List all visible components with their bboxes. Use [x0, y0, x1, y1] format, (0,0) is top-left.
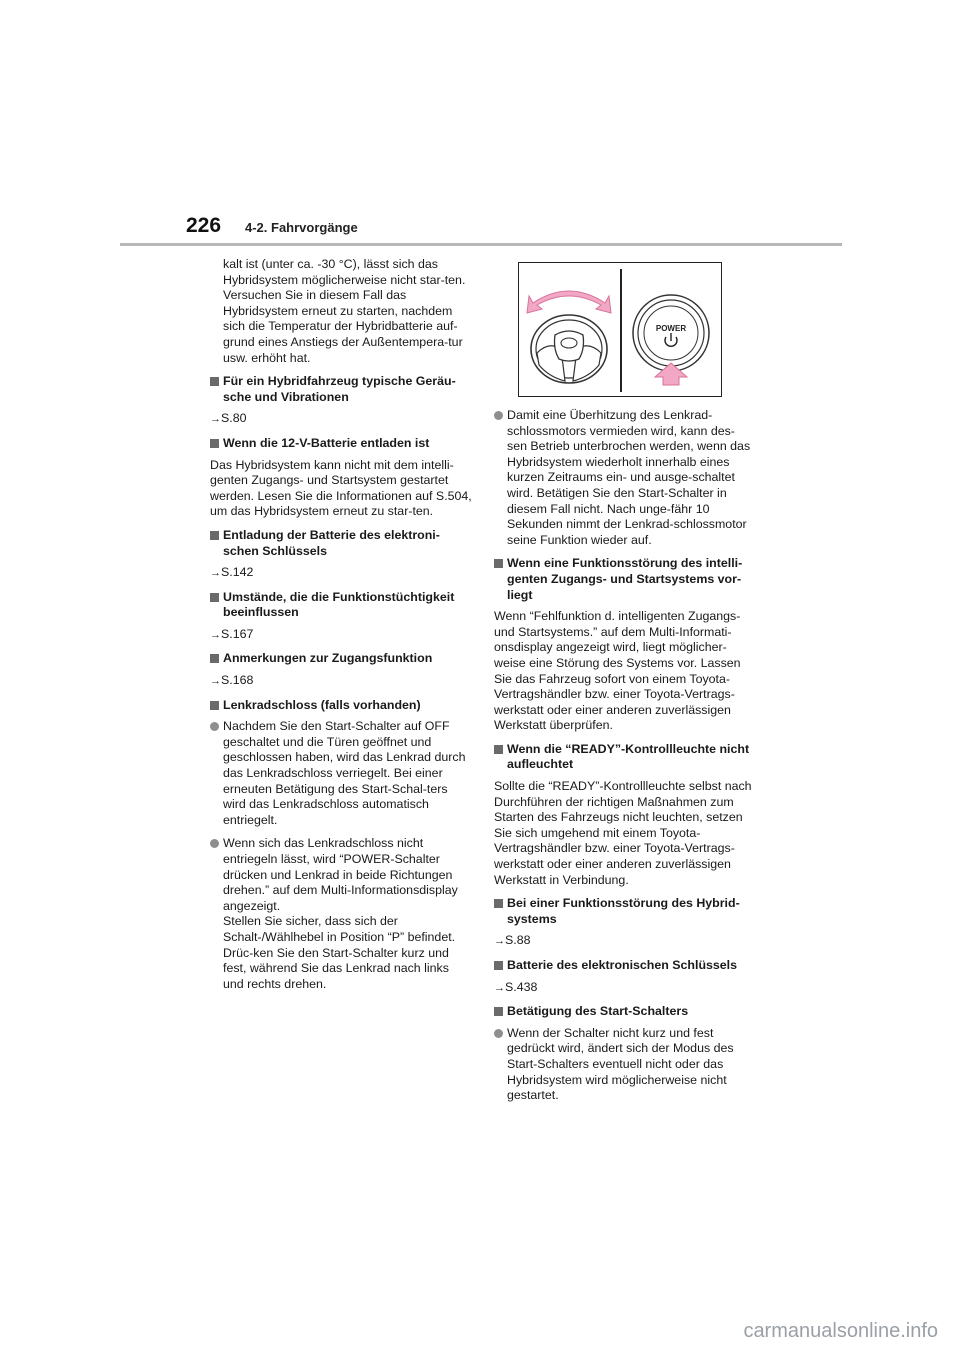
- arrow-right-icon: →: [210, 567, 221, 580]
- header-divider: [120, 243, 842, 246]
- heading-ready-indicator: [494, 742, 754, 773]
- left-column: [210, 257, 472, 1000]
- paragraph: Wenn “Fehlfunktion d. intelligenten Zugangs- und Startsystems.” auf dem Multi-Informati-onsdisplay angezeigt wird, liegt möglicher-weise eine Störung des Systems vor. Lassen Sie das Fahrzeug sofort von einem Toyota-Vertragshändler bzw. einer Toyota-Vertrags-werkstatt oder einer anderen zuverlässigen Werkstatt überprüfen.: [494, 609, 741, 733]
- circle-bullet-icon: [494, 1029, 503, 1038]
- intro-paragraph: kalt ist (unter ca. -30 °C), lässt sich das Hybridsystem möglicherweise nicht star-ten. Versuchen Sie in diesem Fall das Hybridsystem erneut zu starten, nachdem sich die Temperatur der Hybridbatterie auf-grund eines Anstiegs der Außentempera-tur usw. erhöht hat.: [223, 257, 466, 365]
- heading-key-battery: [210, 528, 472, 559]
- heading-hybrid-malfunction: [494, 896, 754, 927]
- square-bullet-icon: [210, 701, 219, 710]
- heading-text: Wenn eine Funktionsstörung des intelli-genten Zugangs- und Startsystems vor-liegt: [507, 556, 743, 602]
- ref-text: S.80: [221, 411, 247, 426]
- ref-text: S.142: [221, 565, 254, 580]
- square-bullet-icon: [494, 961, 503, 970]
- steering-power-illustration: [518, 262, 722, 397]
- page-reference[interactable]: [494, 980, 754, 997]
- arrow-right-icon: →: [494, 935, 505, 948]
- arrow-right-icon: →: [494, 981, 505, 994]
- illustration-graphic: [519, 263, 721, 396]
- power-label: POWER: [655, 324, 687, 333]
- square-bullet-icon: [494, 1007, 503, 1016]
- list-item: [494, 1026, 754, 1104]
- ref-text: S.167: [221, 626, 254, 641]
- page-reference[interactable]: [210, 565, 472, 582]
- list-item-text: Damit eine Überhitzung des Lenkrad-schlossmotors vermieden wird, kann des-sen Betrieb unterbrochen werden, wenn das Hybridsystem wiederholt innerhalb eines kurzen Zeitraums ein- und ausge-schaltet wird. Betätigen Sie den Start-Schalter in diesem Fall nicht. Nach unge-fähr 10 Sekunden nimmt der Lenkrad-schlossmotor seine Funktion wieder auf.: [507, 408, 751, 547]
- heading-text: Bei einer Funktionsstörung des Hybrid-systems: [507, 896, 740, 926]
- heading-text: Betätigung des Start-Schalters: [507, 1004, 689, 1019]
- power-button-icon: [633, 295, 709, 371]
- heading-text: Anmerkungen zur Zugangsfunktion: [223, 651, 433, 666]
- ref-text: S.438: [505, 979, 538, 994]
- square-bullet-icon: [210, 593, 219, 602]
- rotate-arrow-icon: [527, 291, 611, 313]
- list-item: [210, 719, 472, 828]
- arrow-right-icon: →: [210, 413, 221, 426]
- arrow-right-icon: →: [210, 628, 221, 641]
- square-bullet-icon: [494, 745, 503, 754]
- list-item: [210, 836, 472, 992]
- watermark: carmanualsonline.info: [743, 1320, 938, 1342]
- page-reference[interactable]: [210, 411, 472, 428]
- square-bullet-icon: [494, 559, 503, 568]
- square-bullet-icon: [210, 439, 219, 448]
- page-reference[interactable]: [210, 673, 472, 690]
- page-reference[interactable]: [494, 933, 754, 950]
- heading-noises: [210, 374, 472, 405]
- ref-text: S.88: [505, 933, 531, 948]
- list-item-text: Wenn der Schalter nicht kurz und fest gedrückt wird, ändert sich der Modus des Start-Schalters eventuell nicht oder das Hybridsystem wird möglicherweise nicht gestartet.: [507, 1025, 734, 1103]
- heading-key-battery-2: [494, 958, 754, 974]
- square-bullet-icon: [494, 899, 503, 908]
- list-item-text: Wenn sich das Lenkradschloss nicht entriegeln lässt, wird “POWER-Schalter drücken und Lenkrad in beide Richtungen drehen.” auf dem Multi-Informationsdisplay angezeigt.: [223, 836, 458, 913]
- paragraph: Das Hybridsystem kann nicht mit dem intelli-genten Zugangs- und Startsystem gestartet werden. Lesen Sie die Informationen auf S.504, um das Hybridsystem erneut zu star-ten.: [210, 457, 472, 519]
- heading-start-switch: [494, 1004, 754, 1020]
- heading-text: Für ein Hybridfahrzeug typische Geräu-sche und Vibrationen: [223, 374, 456, 404]
- heading-steering-lock: [210, 698, 472, 714]
- square-bullet-icon: [210, 654, 219, 663]
- heading-text: Umstände, die die Funktionstüchtigkeit beeinflussen: [223, 589, 455, 620]
- heading-system-malfunction: [494, 556, 754, 603]
- list-item: [494, 408, 754, 548]
- section-title: 4-2. Fahrvorgänge: [245, 220, 358, 235]
- square-bullet-icon: [210, 377, 219, 386]
- heading-text: Lenkradschloss (falls vorhanden): [223, 697, 421, 712]
- ref-text: S.168: [221, 673, 254, 688]
- circle-bullet-icon: [210, 722, 219, 731]
- heading-text: Wenn die “READY”-Kontrollleuchte nicht aufleuchtet: [507, 741, 750, 772]
- heading-battery-discharged: [210, 436, 472, 452]
- circle-bullet-icon: [494, 411, 503, 420]
- paragraph: Sollte die “READY”-Kontrollleuchte selbst nach Durchführen der richtigen Maßnahmen zum Starten des Fahrzeugs nicht leuchten, setzen Sie sich umgehend mit einem Toyota-Vertragshändler bzw. einer Toyota-Vertrags-werkstatt oder einer anderen zuverlässigen Werkstatt in Verbindung.: [494, 779, 752, 887]
- heading-circumstances: [210, 590, 472, 621]
- list-item-text: Stellen Sie sicher, dass sich der Schalt-/Wählhebel in Position “P” befindet. Drüc-ken Sie den Start-Schalter kurz und fest, während Sie das Lenkrad nach links und rechts drehen.: [223, 914, 456, 991]
- heading-text: Wenn die 12-V-Batterie entladen ist: [223, 435, 430, 450]
- square-bullet-icon: [210, 531, 219, 540]
- heading-access-notes: [210, 651, 472, 667]
- rotate-arrow-shape: [527, 291, 611, 313]
- arrow-right-icon: →: [210, 675, 221, 688]
- page-number: 226: [186, 214, 222, 237]
- heading-text: Entladung der Batterie des elektroni-schen Schlüssels: [223, 527, 440, 558]
- heading-text: Batterie des elektronischen Schlüssels: [507, 958, 738, 972]
- steering-wheel-icon: [531, 315, 607, 383]
- list-item-text: Nachdem Sie den Start-Schalter auf OFF geschaltet und die Türen geöffnet und geschlossen haben, wird das Lenkrad durch das Lenkradschloss verriegelt. Bei einer erneuten Betätigung des Start-Schal-ters wird das Lenkradschloss automatisch entriegelt.: [223, 719, 466, 827]
- right-column: [494, 408, 754, 1112]
- page-reference[interactable]: [210, 627, 472, 644]
- circle-bullet-icon: [210, 839, 219, 848]
